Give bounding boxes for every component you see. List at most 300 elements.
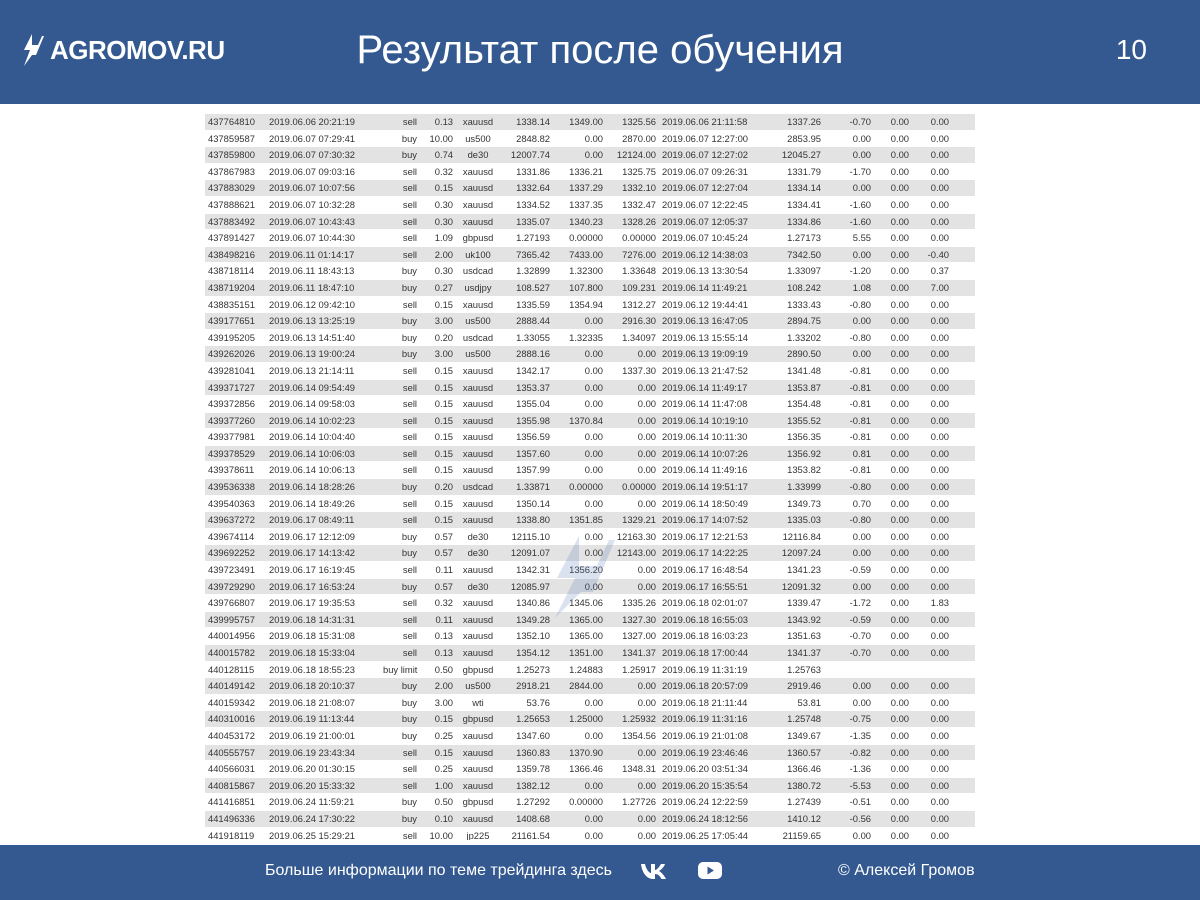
take-profit-cell: 0.00 (606, 429, 659, 446)
stop-loss-cell: 1337.35 (553, 196, 606, 213)
ticket-cell: 440128115 (205, 661, 266, 678)
close-time-cell: 2019.06.13 16:47:05 (659, 313, 773, 330)
type-cell: sell (380, 180, 420, 197)
swap-cell: 0.00 (912, 777, 952, 794)
take-profit-cell: 1327.30 (606, 611, 659, 628)
symbol-cell: usdcad (456, 479, 500, 496)
open-price-cell: 1347.60 (500, 727, 553, 744)
take-profit-cell: 2870.00 (606, 130, 659, 147)
open-price-cell: 2848.82 (500, 130, 553, 147)
ticket-cell: 440014956 (205, 628, 266, 645)
open-price-cell: 12007.74 (500, 147, 553, 164)
type-cell: sell (380, 595, 420, 612)
symbol-cell: xauusd (456, 396, 500, 413)
profit-cell (952, 230, 975, 247)
open-time-cell: 2019.06.14 10:02:23 (266, 412, 380, 429)
open-price-cell: 108.527 (500, 279, 553, 296)
table-row (205, 379, 975, 396)
open-time-cell: 2019.06.24 17:30:22 (266, 810, 380, 827)
ticket-cell: 438719204 (205, 279, 266, 296)
symbol-cell: de30 (456, 528, 500, 545)
swap-cell: 0.00 (912, 711, 952, 728)
open-time-cell: 2019.06.17 19:35:53 (266, 595, 380, 612)
open-price-cell: 21161.54 (500, 827, 553, 840)
stop-loss-cell: 107.800 (553, 279, 606, 296)
ticket-cell: 440310016 (205, 711, 266, 728)
symbol-cell: usdcad (456, 263, 500, 280)
symbol-cell: xauusd (456, 611, 500, 628)
open-price-cell: 2918.21 (500, 678, 553, 695)
ticket-cell: 440015782 (205, 645, 266, 662)
close-time-cell: 2019.06.07 12:05:37 (659, 213, 773, 230)
take-profit-cell: 0.00 (606, 396, 659, 413)
symbol-cell: xauusd (456, 777, 500, 794)
type-cell: sell (380, 296, 420, 313)
close-price-cell: 1.33999 (773, 479, 824, 496)
swap-cell: 0.00 (912, 230, 952, 247)
open-price-cell: 1331.86 (500, 163, 553, 180)
symbol-cell: xauusd (456, 727, 500, 744)
table-row (205, 114, 975, 130)
symbol-cell: de30 (456, 545, 500, 562)
stop-loss-cell: 0.00 (553, 147, 606, 164)
taxes-cell: 0.00 (874, 512, 912, 529)
open-time-cell: 2019.06.17 12:12:09 (266, 528, 380, 545)
close-time-cell: 2019.06.18 20:57:09 (659, 678, 773, 695)
take-profit-cell: 12163.30 (606, 528, 659, 545)
close-time-cell: 2019.06.07 12:27:00 (659, 130, 773, 147)
table-row (205, 412, 975, 429)
swap-cell: 0.00 (912, 827, 952, 840)
symbol-cell: xauusd (456, 495, 500, 512)
commission-cell: -0.80 (824, 329, 874, 346)
table-row (205, 213, 975, 230)
symbol-cell: gbpusd (456, 230, 500, 247)
volume-cell: 3.00 (420, 313, 456, 330)
swap-cell: 0.00 (912, 130, 952, 147)
open-price-cell: 1.32899 (500, 263, 553, 280)
taxes-cell: 0.00 (874, 495, 912, 512)
ticket-cell: 438498216 (205, 246, 266, 263)
volume-cell: 0.32 (420, 595, 456, 612)
open-time-cell: 2019.06.18 15:33:04 (266, 645, 380, 662)
open-time-cell: 2019.06.07 07:29:41 (266, 130, 380, 147)
close-price-cell: 1.27439 (773, 794, 824, 811)
volume-cell: 0.15 (420, 379, 456, 396)
swap-cell: 0.00 (912, 744, 952, 761)
open-price-cell: 1408.68 (500, 810, 553, 827)
close-price-cell: 1335.03 (773, 512, 824, 529)
ticket-cell: 439723491 (205, 562, 266, 579)
commission-cell: 0.00 (824, 545, 874, 562)
table-row (205, 263, 975, 280)
open-price-cell: 53.76 (500, 694, 553, 711)
close-time-cell: 2019.06.07 12:27:02 (659, 147, 773, 164)
ticket-cell: 438835151 (205, 296, 266, 313)
close-price-cell: 1.25748 (773, 711, 824, 728)
trade-history-table (205, 114, 975, 840)
type-cell: sell (380, 645, 420, 662)
open-time-cell: 2019.06.07 10:43:43 (266, 213, 380, 230)
stop-loss-cell: 0.00 (553, 727, 606, 744)
open-price-cell: 1350.14 (500, 495, 553, 512)
profit-cell (952, 512, 975, 529)
taxes-cell: 0.00 (874, 744, 912, 761)
ticket-cell: 441496336 (205, 810, 266, 827)
taxes-cell: 0.00 (874, 130, 912, 147)
commission-cell: 0.00 (824, 130, 874, 147)
ticket-cell: 439995757 (205, 611, 266, 628)
volume-cell: 0.57 (420, 578, 456, 595)
commission-cell: -0.80 (824, 479, 874, 496)
close-time-cell: 2019.06.25 17:05:44 (659, 827, 773, 840)
symbol-cell: gbpusd (456, 661, 500, 678)
volume-cell: 2.00 (420, 678, 456, 695)
symbol-cell: xauusd (456, 628, 500, 645)
take-profit-cell: 0.00 (606, 694, 659, 711)
close-time-cell: 2019.06.12 19:44:41 (659, 296, 773, 313)
volume-cell: 0.15 (420, 429, 456, 446)
take-profit-cell: 0.00 (606, 678, 659, 695)
stop-loss-cell: 1345.06 (553, 595, 606, 612)
stop-loss-cell: 0.00 (553, 362, 606, 379)
taxes-cell: 0.00 (874, 429, 912, 446)
table-row (205, 761, 975, 778)
table-row (205, 810, 975, 827)
open-price-cell: 1355.98 (500, 412, 553, 429)
volume-cell: 1.00 (420, 777, 456, 794)
open-price-cell: 12085.97 (500, 578, 553, 595)
commission-cell: 0.00 (824, 678, 874, 695)
close-time-cell: 2019.06.14 11:47:08 (659, 396, 773, 413)
stop-loss-cell: 1340.23 (553, 213, 606, 230)
stop-loss-cell: 0.00 (553, 495, 606, 512)
close-time-cell: 2019.06.13 19:09:19 (659, 346, 773, 363)
commission-cell: 0.00 (824, 694, 874, 711)
type-cell: sell (380, 744, 420, 761)
stop-loss-cell: 0.00000 (553, 794, 606, 811)
ticket-cell: 437883492 (205, 213, 266, 230)
type-cell: buy (380, 794, 420, 811)
profit-cell (952, 661, 975, 678)
swap-cell: 0.00 (912, 329, 952, 346)
commission-cell: -1.20 (824, 263, 874, 280)
commission-cell: -1.60 (824, 196, 874, 213)
taxes-cell: 0.00 (874, 396, 912, 413)
table-row (205, 794, 975, 811)
stop-loss-cell: 1370.90 (553, 744, 606, 761)
profit-cell (952, 296, 975, 313)
stop-loss-cell: 0.00 (553, 810, 606, 827)
symbol-cell: xauusd (456, 196, 500, 213)
symbol-cell: xauusd (456, 114, 500, 130)
commission-cell: -1.70 (824, 163, 874, 180)
symbol-cell: xauusd (456, 379, 500, 396)
take-profit-cell: 1332.10 (606, 180, 659, 197)
symbol-cell: de30 (456, 147, 500, 164)
commission-cell: -0.59 (824, 562, 874, 579)
swap-cell: 0.00 (912, 396, 952, 413)
commission-cell: 0.81 (824, 445, 874, 462)
swap-cell: 0.00 (912, 479, 952, 496)
profit-cell (952, 711, 975, 728)
symbol-cell: xauusd (456, 645, 500, 662)
taxes-cell: 0.00 (874, 213, 912, 230)
open-time-cell: 2019.06.18 18:55:23 (266, 661, 380, 678)
close-price-cell: 1410.12 (773, 810, 824, 827)
type-cell: sell (380, 163, 420, 180)
close-price-cell: 1355.52 (773, 412, 824, 429)
swap-cell: 0.00 (912, 761, 952, 778)
volume-cell: 0.15 (420, 296, 456, 313)
close-time-cell: 2019.06.14 11:49:16 (659, 462, 773, 479)
close-time-cell: 2019.06.20 15:35:54 (659, 777, 773, 794)
commission-cell: -0.81 (824, 429, 874, 446)
take-profit-cell: 1328.26 (606, 213, 659, 230)
commission-cell: 1.08 (824, 279, 874, 296)
volume-cell: 0.25 (420, 761, 456, 778)
take-profit-cell: 1325.75 (606, 163, 659, 180)
footer-bar (0, 845, 1200, 900)
page-number: 10 (1115, 34, 1147, 65)
take-profit-cell: 1327.00 (606, 628, 659, 645)
take-profit-cell: 0.00000 (606, 479, 659, 496)
volume-cell: 0.11 (420, 611, 456, 628)
symbol-cell: gbpusd (456, 794, 500, 811)
ticket-cell: 439371727 (205, 379, 266, 396)
type-cell: buy (380, 694, 420, 711)
volume-cell: 0.15 (420, 362, 456, 379)
volume-cell: 0.32 (420, 163, 456, 180)
commission-cell: -0.80 (824, 296, 874, 313)
take-profit-cell: 0.00 (606, 462, 659, 479)
close-time-cell: 2019.06.14 10:19:10 (659, 412, 773, 429)
close-price-cell: 1349.67 (773, 727, 824, 744)
table-row (205, 329, 975, 346)
ticket-cell: 438718114 (205, 263, 266, 280)
close-price-cell: 1333.43 (773, 296, 824, 313)
volume-cell: 0.15 (420, 445, 456, 462)
volume-cell: 0.30 (420, 196, 456, 213)
open-time-cell: 2019.06.14 09:58:03 (266, 396, 380, 413)
table-row (205, 180, 975, 197)
close-price-cell: 2890.50 (773, 346, 824, 363)
open-time-cell: 2019.06.11 01:14:17 (266, 246, 380, 263)
taxes-cell: 0.00 (874, 545, 912, 562)
take-profit-cell: 0.00 (606, 445, 659, 462)
open-time-cell: 2019.06.17 16:53:24 (266, 578, 380, 595)
symbol-cell: xauusd (456, 744, 500, 761)
taxes-cell: 0.00 (874, 196, 912, 213)
ticket-cell: 441416851 (205, 794, 266, 811)
type-cell: sell (380, 777, 420, 794)
open-time-cell: 2019.06.17 16:19:45 (266, 562, 380, 579)
taxes-cell: 0.00 (874, 329, 912, 346)
swap-cell: 0.00 (912, 528, 952, 545)
stop-loss-cell: 7433.00 (553, 246, 606, 263)
table-row (205, 279, 975, 296)
open-time-cell: 2019.06.13 21:14:11 (266, 362, 380, 379)
volume-cell: 0.74 (420, 147, 456, 164)
stop-loss-cell: 1356.20 (553, 562, 606, 579)
commission-cell: 0.00 (824, 313, 874, 330)
youtube-icon[interactable] (698, 861, 722, 880)
ticket-cell: 439692252 (205, 545, 266, 562)
volume-cell: 0.11 (420, 562, 456, 579)
commission-cell: 0.00 (824, 578, 874, 595)
symbol-cell: jp225 (456, 827, 500, 840)
table-row (205, 727, 975, 744)
volume-cell: 0.20 (420, 479, 456, 496)
copyright-text: © Алексей Громов (838, 862, 975, 879)
open-time-cell: 2019.06.18 21:08:07 (266, 694, 380, 711)
open-time-cell: 2019.06.24 11:59:21 (266, 794, 380, 811)
profit-cell (952, 279, 975, 296)
type-cell: sell (380, 628, 420, 645)
ticket-cell: 441918119 (205, 827, 266, 840)
open-price-cell: 1.25653 (500, 711, 553, 728)
taxes-cell: 0.00 (874, 230, 912, 247)
taxes-cell: 0.00 (874, 794, 912, 811)
take-profit-cell: 109.231 (606, 279, 659, 296)
close-price-cell: 1339.47 (773, 595, 824, 612)
ticket-cell: 439540363 (205, 495, 266, 512)
taxes-cell: 0.00 (874, 163, 912, 180)
take-profit-cell: 0.00 (606, 777, 659, 794)
ticket-cell: 440453172 (205, 727, 266, 744)
vk-icon[interactable] (640, 861, 668, 881)
close-time-cell: 2019.06.07 12:27:04 (659, 180, 773, 197)
swap-cell: 0.00 (912, 313, 952, 330)
symbol-cell: xauusd (456, 595, 500, 612)
table-row (205, 313, 975, 330)
trade-rows (205, 114, 975, 840)
close-time-cell: 2019.06.17 16:48:54 (659, 562, 773, 579)
ticket-cell: 439729290 (205, 578, 266, 595)
type-cell: buy limit (380, 661, 420, 678)
ticket-cell: 440159342 (205, 694, 266, 711)
ticket-cell: 439674114 (205, 528, 266, 545)
symbol-cell: xauusd (456, 761, 500, 778)
swap-cell: 0.00 (912, 578, 952, 595)
swap-cell: 0.00 (912, 429, 952, 446)
open-time-cell: 2019.06.07 07:30:32 (266, 147, 380, 164)
symbol-cell: usdcad (456, 329, 500, 346)
close-price-cell: 1.33097 (773, 263, 824, 280)
swap-cell: 7.00 (912, 279, 952, 296)
table-row (205, 645, 975, 662)
type-cell: sell (380, 462, 420, 479)
symbol-cell: xauusd (456, 362, 500, 379)
type-cell: sell (380, 611, 420, 628)
commission-cell: -0.82 (824, 744, 874, 761)
take-profit-cell: 1335.26 (606, 595, 659, 612)
close-price-cell: 1341.23 (773, 562, 824, 579)
take-profit-cell: 1348.31 (606, 761, 659, 778)
table-row (205, 694, 975, 711)
open-time-cell: 2019.06.13 19:00:24 (266, 346, 380, 363)
stop-loss-cell: 0.00 (553, 694, 606, 711)
close-price-cell: 21159.65 (773, 827, 824, 840)
close-time-cell: 2019.06.14 19:51:17 (659, 479, 773, 496)
open-price-cell: 2888.44 (500, 313, 553, 330)
ticket-cell: 439377260 (205, 412, 266, 429)
open-price-cell: 1342.31 (500, 562, 553, 579)
profit-cell (952, 379, 975, 396)
taxes-cell: 0.00 (874, 114, 912, 130)
open-time-cell: 2019.06.13 13:25:19 (266, 313, 380, 330)
table-row (205, 578, 975, 595)
commission-cell: -0.80 (824, 512, 874, 529)
profit-cell (952, 628, 975, 645)
open-time-cell: 2019.06.14 18:49:26 (266, 495, 380, 512)
type-cell: buy (380, 545, 420, 562)
close-time-cell: 2019.06.13 15:55:14 (659, 329, 773, 346)
ticket-cell: 439766807 (205, 595, 266, 612)
close-price-cell: 1356.35 (773, 429, 824, 446)
take-profit-cell: 1329.21 (606, 512, 659, 529)
type-cell: buy (380, 279, 420, 296)
profit-cell (952, 761, 975, 778)
stop-loss-cell: 0.00 (553, 827, 606, 840)
volume-cell: 0.57 (420, 528, 456, 545)
ticket-cell: 439177651 (205, 313, 266, 330)
symbol-cell: us500 (456, 130, 500, 147)
taxes-cell: 0.00 (874, 611, 912, 628)
volume-cell: 0.15 (420, 512, 456, 529)
profit-cell (952, 727, 975, 744)
table-row (205, 528, 975, 545)
ticket-cell: 437883029 (205, 180, 266, 197)
open-time-cell: 2019.06.18 15:31:08 (266, 628, 380, 645)
close-price-cell: 1353.87 (773, 379, 824, 396)
close-time-cell: 2019.06.14 18:50:49 (659, 495, 773, 512)
profit-cell (952, 147, 975, 164)
symbol-cell: xauusd (456, 180, 500, 197)
open-price-cell: 1349.28 (500, 611, 553, 628)
volume-cell: 0.10 (420, 810, 456, 827)
footer-info-text[interactable]: Больше информации по теме трейдинга здесь (265, 862, 612, 879)
take-profit-cell: 1.25917 (606, 661, 659, 678)
close-time-cell: 2019.06.24 12:22:59 (659, 794, 773, 811)
open-price-cell: 7365.42 (500, 246, 553, 263)
stop-loss-cell: 0.00 (553, 429, 606, 446)
close-price-cell: 108.242 (773, 279, 824, 296)
taxes-cell: 0.00 (874, 711, 912, 728)
volume-cell: 0.57 (420, 545, 456, 562)
symbol-cell: xauusd (456, 445, 500, 462)
close-price-cell: 1334.41 (773, 196, 824, 213)
swap-cell: 1.83 (912, 595, 952, 612)
take-profit-cell: 1354.56 (606, 727, 659, 744)
symbol-cell: xauusd (456, 810, 500, 827)
commission-cell: -0.75 (824, 711, 874, 728)
type-cell: sell (380, 429, 420, 446)
stop-loss-cell: 0.00 (553, 528, 606, 545)
close-price-cell: 1.33202 (773, 329, 824, 346)
taxes-cell: 0.00 (874, 445, 912, 462)
open-time-cell: 2019.06.07 09:03:16 (266, 163, 380, 180)
open-time-cell: 2019.06.20 01:30:15 (266, 761, 380, 778)
swap-cell: 0.00 (912, 163, 952, 180)
table-row (205, 595, 975, 612)
close-price-cell: 1334.14 (773, 180, 824, 197)
swap-cell: 0.00 (912, 462, 952, 479)
profit-cell (952, 213, 975, 230)
symbol-cell: gbpusd (456, 711, 500, 728)
ticket-cell: 439262026 (205, 346, 266, 363)
open-time-cell: 2019.06.07 10:07:56 (266, 180, 380, 197)
